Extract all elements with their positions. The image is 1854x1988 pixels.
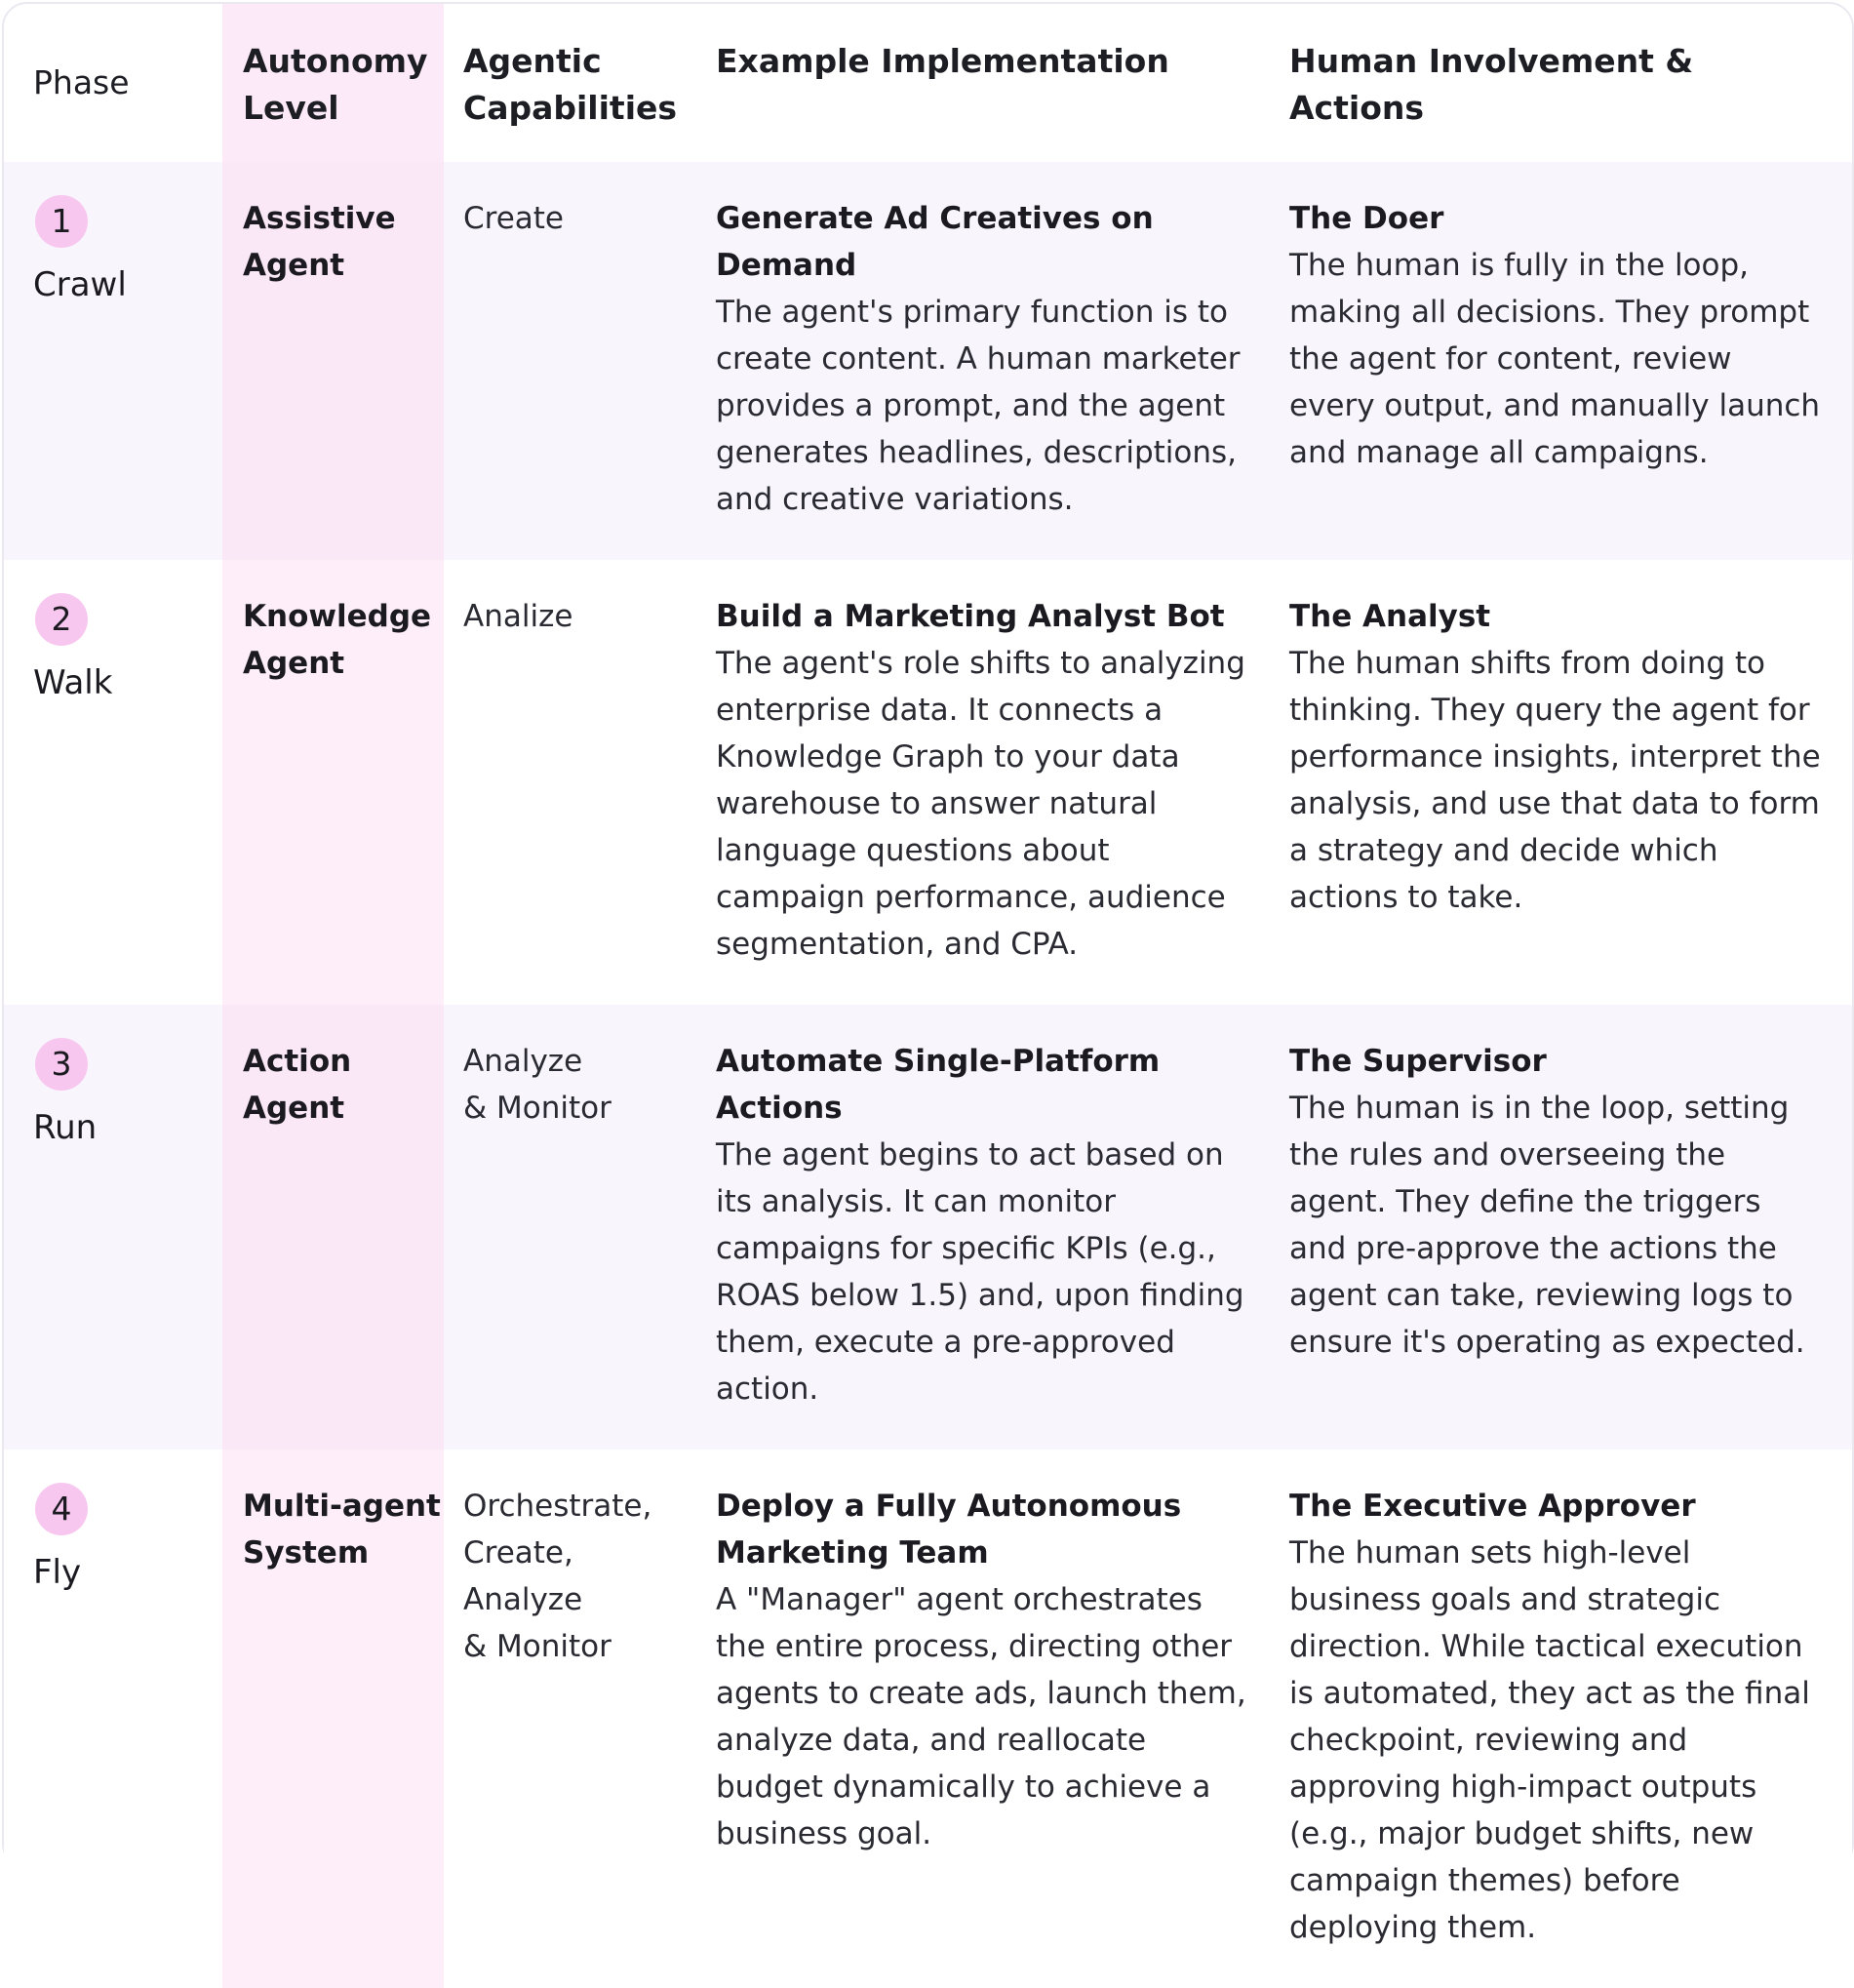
human-involvement-cell [1276, 162, 1852, 560]
phase-cell [4, 162, 222, 560]
human-role-description: The human shifts from doing to thinking. They query the agent for performance insights, interpret the analysis, and use that data to form a strategy and decide which actions to take. [1289, 646, 1821, 915]
autonomy-level-cell [222, 1450, 444, 1988]
phase-number-badge: 4 [35, 1483, 88, 1535]
header-agentic-capabilities: Agentic Capabilities [463, 42, 678, 127]
human-role-title: The Doer [1289, 201, 1444, 236]
phase-number-badge: 1 [35, 195, 88, 248]
capabilities-text: Analize [463, 599, 573, 634]
capabilities-text: Orchestrate, Create, Analyze & Monitor [463, 1489, 652, 1664]
table-row [4, 1005, 1852, 1450]
header-human-involvement: Human Involvement & Actions [1289, 42, 1694, 127]
table-row [4, 162, 1852, 560]
capabilities-cell [444, 162, 695, 560]
autonomy-level-name: Assistive Agent [243, 201, 396, 283]
implementation-title: Generate Ad Creatives on Demand [716, 201, 1154, 283]
capabilities-text: Analyze & Monitor [463, 1044, 611, 1126]
capabilities-cell [444, 1450, 695, 1988]
implementation-title: Deploy a Fully Autonomous Marketing Team [716, 1489, 1182, 1571]
phase-cell [4, 560, 222, 1005]
header-row [4, 4, 1852, 162]
implementation-cell [695, 560, 1276, 1005]
implementation-cell [695, 1450, 1276, 1988]
header-autonomy-level: Autonomy Level [222, 4, 444, 162]
implementation-cell [695, 1005, 1276, 1450]
implementation-description: The agent's primary function is to create content. A human marketer provides a prompt, and the agent generates headlines, descriptions, and creative variations. [716, 295, 1241, 517]
human-role-title: The Executive Approver [1289, 1489, 1696, 1524]
table-body [4, 162, 1852, 1988]
human-involvement-cell [1276, 560, 1852, 1005]
autonomy-level-name: Knowledge Agent [243, 599, 432, 681]
phase-name: Walk [33, 663, 113, 702]
phase-cell [4, 1450, 222, 1988]
human-involvement-cell [1276, 1005, 1852, 1450]
implementation-description: The agent's role shifts to analyzing enterprise data. It connects a Knowledge Graph to your data warehouse to answer natural language questions about campaign performance, audience segmentation, and CPA. [716, 646, 1245, 962]
autonomy-level-name: Multi-agent System [243, 1489, 441, 1571]
phase-cell [4, 1005, 222, 1450]
human-role-description: The human sets high-level business goals and strategic direction. While tactical execution is automated, they act as the final checkpoint, reviewing and approving high-impact outputs (e.g., major budget shifts, new campaign themes) before deploying them. [1289, 1535, 1810, 1945]
capabilities-cell [444, 1005, 695, 1450]
autonomy-phases-table [4, 4, 1852, 1988]
human-role-title: The Supervisor [1289, 1044, 1547, 1079]
implementation-cell [695, 162, 1276, 560]
human-role-title: The Analyst [1289, 599, 1491, 634]
implementation-title: Build a Marketing Analyst Bot [716, 599, 1225, 634]
phase-number-badge: 3 [35, 1038, 88, 1091]
autonomy-level-cell [222, 162, 444, 560]
phase-name: Run [33, 1108, 98, 1147]
phase-name: Crawl [33, 265, 127, 304]
table-row [4, 1450, 1852, 1988]
header-example-implementation: Example Implementation [716, 42, 1169, 80]
human-role-description: The human is fully in the loop, making all decisions. They prompt the agent for content, review every output, and manually launch and manage all campaigns. [1289, 248, 1821, 470]
capabilities-text: Create [463, 201, 565, 236]
autonomy-level-cell [222, 1005, 444, 1450]
capabilities-cell [444, 560, 695, 1005]
autonomy-level-name: Action Agent [243, 1044, 352, 1126]
phase-number-badge: 2 [35, 593, 88, 646]
implementation-description: The agent begins to act based on its analysis. It can monitor campaigns for specific KPIs (e.g., ROAS below 1.5) and, upon finding them, execute a pre-approved action. [716, 1137, 1244, 1407]
human-involvement-cell [1276, 1450, 1852, 1988]
implementation-description: A "Manager" agent orchestrates the entire process, directing other agents to create ads, launch them, analyze data, and reallocate budget dynamically to achieve a business goal. [716, 1582, 1246, 1851]
human-role-description: The human is in the loop, setting the rules and overseeing the agent. They define the triggers and pre-approve the actions the agent can take, reviewing logs to ensure it's operating as expected. [1289, 1091, 1805, 1360]
table-row [4, 560, 1852, 1005]
autonomy-level-cell [222, 560, 444, 1005]
header-phase: Phase [33, 63, 130, 101]
phase-name: Fly [33, 1553, 82, 1592]
table-header [4, 4, 1852, 162]
autonomy-table-card [2, 2, 1854, 1945]
implementation-title: Automate Single-Platform Actions [716, 1044, 1161, 1126]
